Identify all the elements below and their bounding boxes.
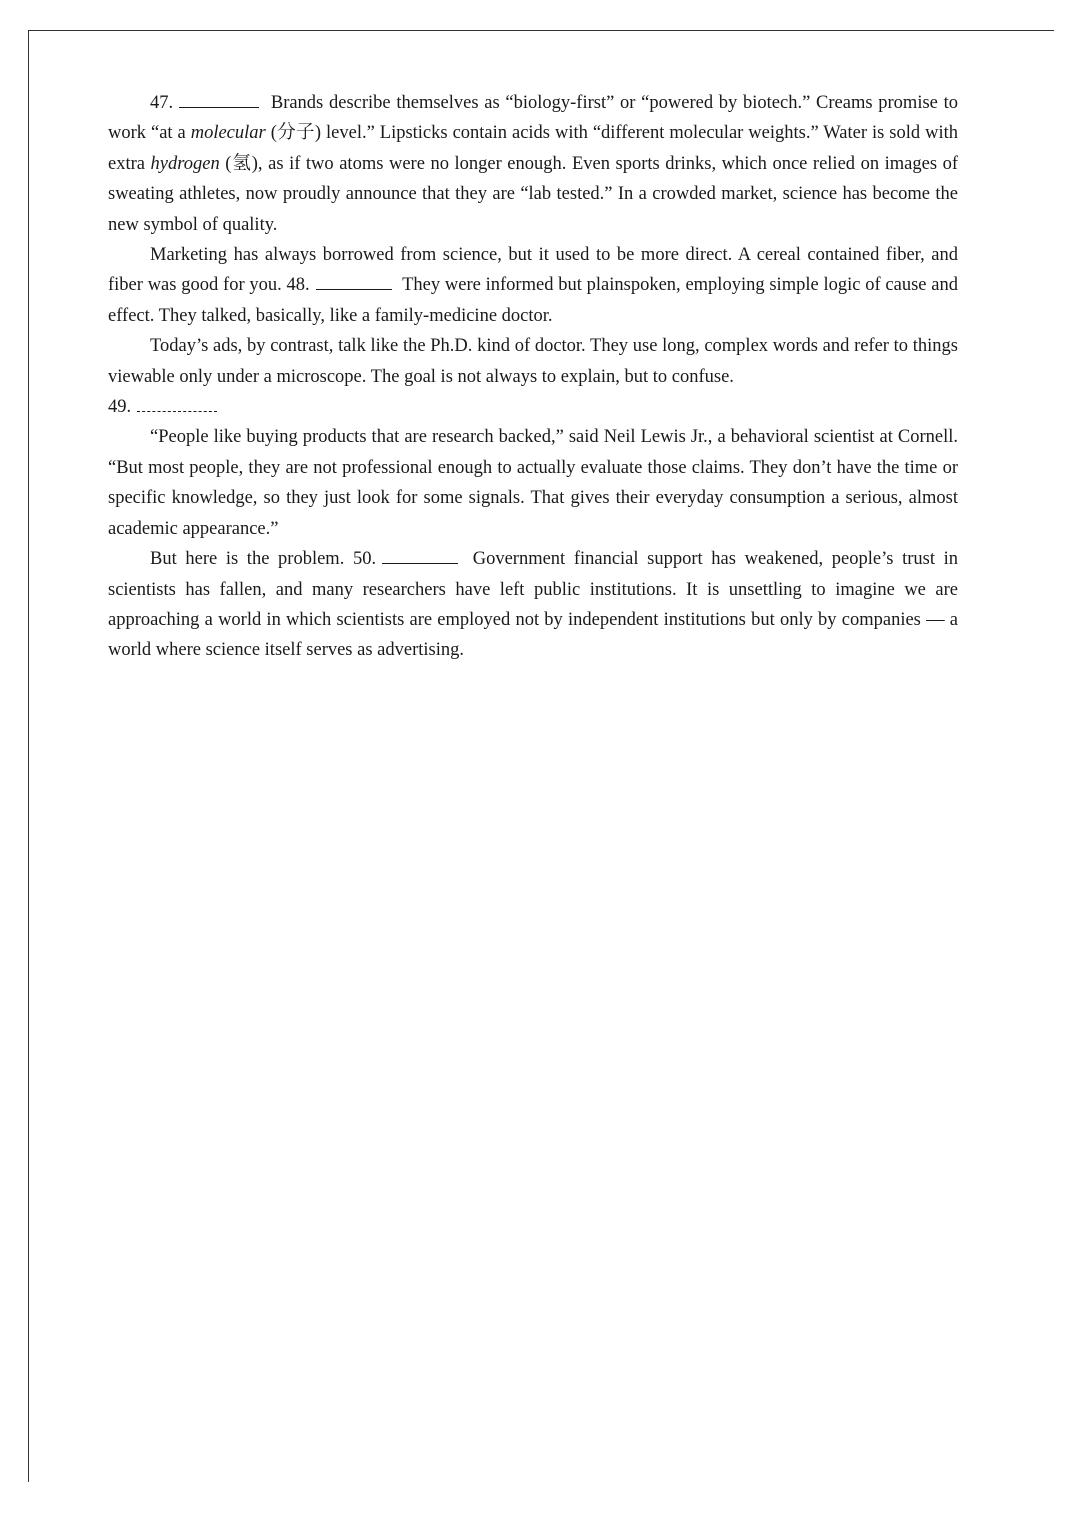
question-number-48: 48. [286,275,310,296]
paragraph-text: “People like buying products that are research backed,” said Neil Lewis Jr., a behavioral scientist at Cornell. “But most people, they are not professional enough to actually evaluate those claims. They don’t have the time or specific knowledge, so they just look for some signals. That gives their everyday consumption a serious, almost academic appearance.” [108,427,958,539]
answer-blank-50[interactable] [382,562,458,564]
question-number-50: 50. [352,549,377,570]
page-border-top [28,30,1054,31]
paragraph-text: (氢), as if two atoms were no longer enough. Even sports drinks, which once relied on images of sweating athletes, now proudly announce that they are “lab tested.” In a crowded market, science has become the new symbol of quality. [108,153,958,235]
answer-blank-47[interactable] [179,106,259,108]
paragraph-text: Brands describe themselves as “biology-first” or “powered by biotech.” Creams promise to work “at a [108,93,958,144]
passage [108,88,958,666]
paragraph-text: Government financial support has weakened, people’s trust in scientists has fallen, and many researchers have left public institutions. It is unsettling to imagine we are approaching a world in which scientists are employed not by independent institutions but only by companies — a world where science itself serves as advertising. [108,549,959,661]
paragraph-text: But here is the problem. [150,549,353,570]
answer-blank-48[interactable] [316,288,392,290]
paragraph-text: (分子) level.” Lipsticks contain acids with “different molecular weights.” Water is sold with extra [108,123,958,174]
paragraph-text: Today’s ads, by contrast, talk like the Ph.D. kind of doctor. They use long, complex words and refer to things viewable only under a microscope. The goal is not always to explain, but to confuse. [108,336,958,387]
question-number-49: 49. [108,397,132,418]
paragraph-quote [108,422,958,544]
paragraph-text: Marketing has always borrowed from science, but it used to be more direct. A cereal contained fiber, and fiber was good for you. [108,245,958,296]
italic-term: hydrogen [150,153,220,174]
paragraph-48 [108,240,958,331]
question-line-49 [108,392,958,422]
question-number-47: 47. [150,93,174,113]
paragraph-text: They were informed but plainspoken, employing simple logic of cause and effect. They talked, basically, like a family-medicine doctor. [108,275,959,326]
answer-blank-49[interactable] [137,410,217,412]
page-border-left [28,30,29,1482]
paragraph-47 [108,88,958,240]
paragraph-50 [108,544,958,666]
paragraph-49 [108,331,958,392]
italic-term: molecular [190,123,266,144]
